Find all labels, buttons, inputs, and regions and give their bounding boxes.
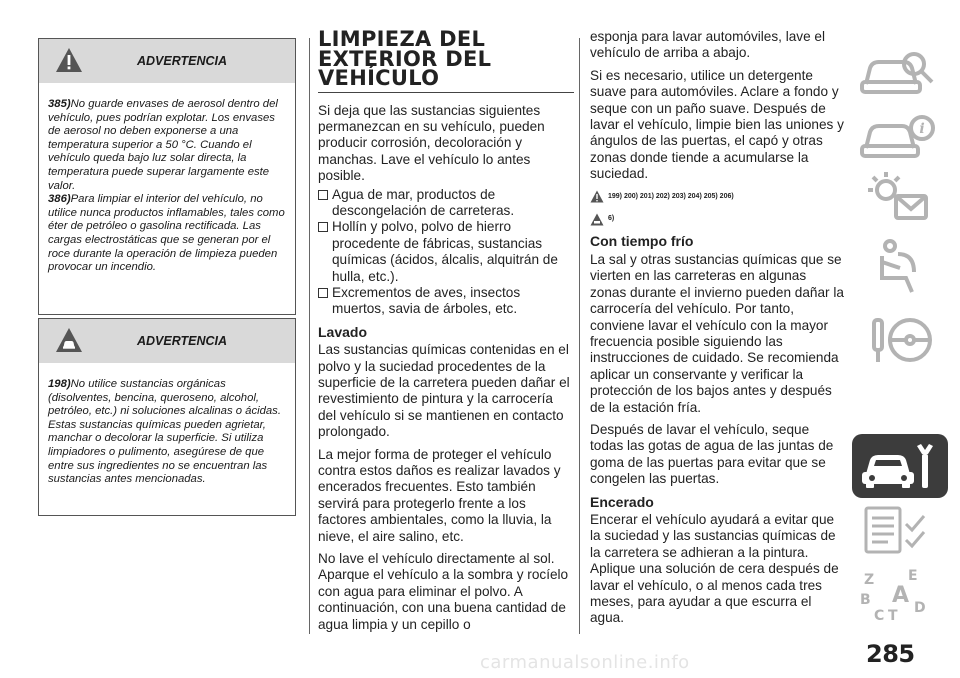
seat-airbag-icon bbox=[852, 232, 948, 302]
warning-body bbox=[39, 363, 295, 487]
list-item bbox=[318, 285, 574, 318]
checkbox-bullet-icon bbox=[318, 222, 328, 232]
list-item bbox=[318, 219, 574, 285]
warning-text: No guarde envases de aerosol dentro del vehículo, pues podrían explotar. Los envases de aerosol no deben exponerse a una temperatura superior a 50 °C. Cuando el vehículo queda bajo luz solar directa, la temperatura puede superar largamente este valor. bbox=[48, 98, 278, 192]
reference-numbers: 6) bbox=[608, 215, 615, 223]
list-item-text: Agua de mar, productos de descongelación de carreteras. bbox=[332, 186, 515, 218]
page-number: 285 bbox=[866, 640, 915, 668]
column-divider bbox=[579, 38, 580, 634]
checklist-icon bbox=[852, 502, 948, 560]
list-item-text: Excrementos de aves, insectos muertos, savia de árboles, etc. bbox=[332, 284, 521, 317]
warning-light-message-icon bbox=[852, 166, 948, 228]
warning-box-2 bbox=[38, 318, 296, 516]
index-letter: T bbox=[888, 608, 898, 624]
paragraph: Después de lavar el vehículo, seque todas las gotas de agua de las juntas de goma de las puertas para evitar que se congelen las puertas. bbox=[590, 421, 834, 487]
checkbox-bullet-icon bbox=[318, 288, 328, 298]
warning-ref: 198) bbox=[48, 378, 71, 390]
title-line: EXTERIOR DEL bbox=[318, 46, 492, 71]
tab-safety[interactable] bbox=[852, 232, 948, 302]
alphabetical-index-icon bbox=[852, 564, 948, 626]
car-warning-triangle-icon bbox=[590, 213, 604, 226]
paragraph: Las sustancias químicas contenidas en el polvo y la suciedad procedentes de la superficie de la carretera pueden dañar el revestimiento de pintura y la carrocería del vehículo si se mantienen en contacto prolongado. bbox=[318, 342, 570, 440]
warning-title: ADVERTENCIA bbox=[136, 334, 228, 348]
warning-body bbox=[39, 83, 295, 275]
title-line: VEHÍCULO bbox=[318, 66, 440, 90]
warning-item bbox=[48, 378, 286, 487]
caution-references bbox=[590, 211, 844, 227]
index-letter: A bbox=[892, 583, 910, 608]
list-item-text: Hollín y polvo, polvo de hierro procedente de fábricas, sustancias químicas (ácidos, álcalis, alquitrán de hulla, etc.). bbox=[332, 219, 558, 284]
tab-starting-driving[interactable] bbox=[852, 306, 948, 378]
middle-column bbox=[318, 27, 574, 635]
paragraph: esponja para lavar automóviles, lave el vehículo de arriba a abajo. bbox=[590, 29, 826, 61]
warning-ref: 385) bbox=[48, 98, 71, 110]
index-letter: D bbox=[914, 600, 926, 616]
tab-dashboard-info[interactable] bbox=[852, 110, 948, 162]
warning-text: No utilice sustancias orgánicas (disolventes, bencina, queroseno, alcohol, petróleo, etc.) ni soluciones alcalinas o ácidas. Estas sustancias químicas pueden agrietar, manchar o decolorar la superficie. Si utiliza limpiadores o pulimento, asegúrese de que entre sus ingredientes no se encuentran las sustancias antes mencionadas. bbox=[48, 378, 281, 486]
warning-header bbox=[39, 39, 295, 83]
section-heading-lavado: Lavado bbox=[318, 323, 368, 340]
svg-text:i: i bbox=[919, 121, 925, 137]
intro-paragraph: Si deja que las sustancias siguientes permanezcan en su vehículo, pueden producir corrosión, decoloración y manchas. Lave el vehículo lo antes posible. bbox=[318, 102, 545, 184]
warning-triangle-icon bbox=[590, 190, 604, 203]
warning-references bbox=[590, 189, 844, 205]
car-wrench-icon bbox=[852, 434, 948, 498]
tab-technical-data[interactable] bbox=[852, 502, 948, 560]
column-divider bbox=[309, 38, 310, 634]
paragraph: La mejor forma de proteger el vehículo contra estos daños es realizar lavados y encerados frecuentes. Esto también servirá para protegerlo frente a los factores ambientales, como la lluvia, la nieve, el aire salino, etc. bbox=[318, 446, 561, 544]
warning-item bbox=[48, 98, 286, 193]
car-magnifier-icon bbox=[852, 34, 948, 108]
warning-header bbox=[39, 319, 295, 363]
paragraph: Encerar el vehículo ayudará a evitar que la suciedad y las sustancias químicas de la carretera se adhieran a la pintura. Aplique una solución de cera después de lavar el vehículo, o al menos cada tres meses, para ayudar a que escurra el agua. bbox=[590, 511, 839, 626]
tab-alphabetical-index[interactable] bbox=[852, 564, 948, 626]
car-info-icon bbox=[852, 110, 948, 162]
tab-vehicle-knowledge[interactable] bbox=[852, 34, 948, 108]
warning-box-1 bbox=[38, 38, 296, 315]
paragraph: No lave el vehículo directamente al sol. Aparque el vehículo a la sombra y rocíelo con agua para eliminar el polvo. A continuación, con una buena cantidad de agua limpia y un cepillo o bbox=[318, 551, 569, 632]
title-line: LIMPIEZA DEL bbox=[318, 27, 486, 51]
section-heading-frio: Con tiempo frío bbox=[590, 233, 694, 250]
key-steering-wheel-icon bbox=[852, 306, 948, 378]
warning-ref: 386) bbox=[48, 193, 71, 206]
footer-watermark: carmanualsonline.info bbox=[480, 652, 690, 673]
warning-title: ADVERTENCIA bbox=[136, 54, 228, 68]
tab-maintenance[interactable] bbox=[852, 434, 948, 498]
paragraph: La sal y otras sustancias químicas que se vierten en las carreteras en algunas zonas durante el invierno pueden dañar la carrocería del vehículo. Por tanto, conviene lavar el vehículo con la mayor frecuencia posible siguiendo las instrucciones de cuidado. Se recomienda aplicar un conservante y verificar la protección de los bajos antes y después de la estación fría. bbox=[590, 251, 844, 415]
index-letter: B bbox=[860, 592, 871, 608]
section-heading-encerado: Encerado bbox=[590, 493, 654, 510]
right-column bbox=[590, 29, 844, 629]
warning-item bbox=[48, 193, 286, 275]
index-letter: E bbox=[908, 568, 918, 584]
paragraph: Si es necesario, utilice un detergente suave para automóviles. Aclare a fondo y seque con un paño suave. Después de lavar el vehículo, limpie bien las uniones y ángulos de las puertas, el capó y otras zonas donde tiende a acumularse la suciedad. bbox=[590, 67, 844, 182]
list-item bbox=[318, 187, 574, 220]
warning-text: Para limpiar el interior del vehículo, no utilice nunca productos inflamables, tales como éter de petróleo o gasolina rectificada. Las cargas electrostáticas que se generan por el roce durante la operación de limpieza pueden provocar un incendio. bbox=[48, 193, 285, 274]
index-letter: C bbox=[874, 608, 885, 624]
index-letter: Z bbox=[864, 572, 875, 588]
tab-warning-lights[interactable] bbox=[852, 166, 948, 228]
page-title bbox=[318, 27, 574, 93]
reference-numbers: 199) 200) 201) 202) 203) 204) 205) 206) bbox=[608, 192, 734, 200]
checkbox-bullet-icon bbox=[318, 190, 328, 200]
